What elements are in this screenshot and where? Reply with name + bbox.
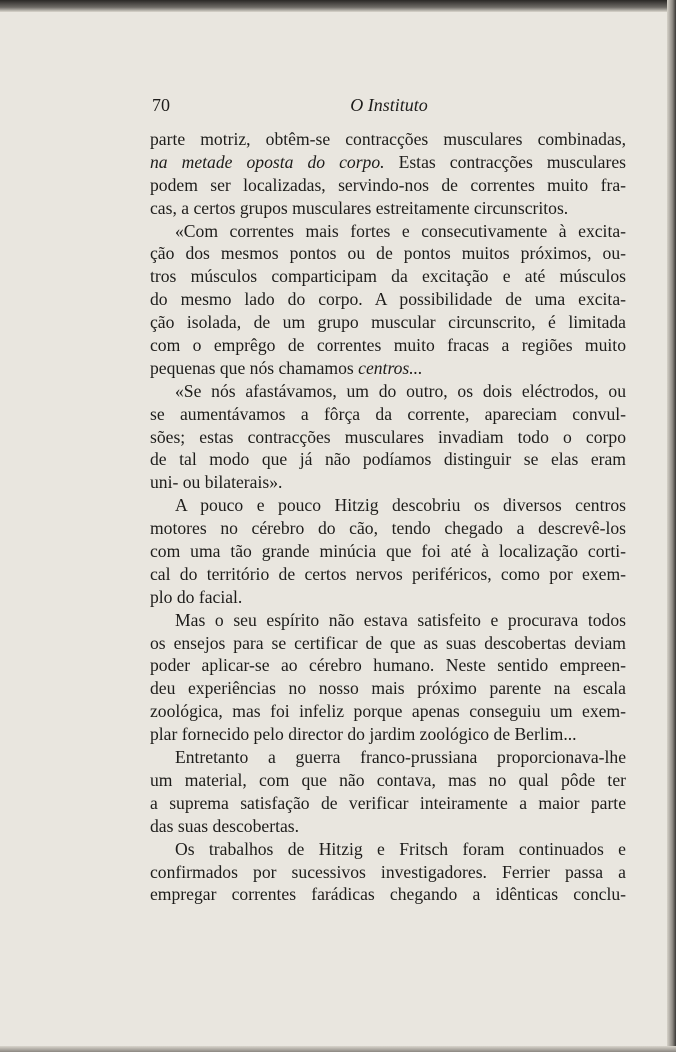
- text-line: [150, 128, 626, 151]
- page-right-edge: [667, 0, 676, 1052]
- text-line: [150, 677, 626, 700]
- text-line: [150, 288, 626, 311]
- text-line: [150, 174, 626, 197]
- text-segment: deu experiências no nosso mais próximo parente na escala: [150, 678, 626, 699]
- text-segment: poder aplicar-se ao cérebro humano. Neste sentido empreen-: [150, 655, 626, 676]
- text-line: [150, 769, 626, 792]
- text-segment: com uma tão grande minúcia que foi até à localização corti-: [150, 541, 626, 562]
- text-segment: centros...: [358, 357, 423, 378]
- text-segment: cas, a certos grupos musculares estreitamente circunscritos.: [150, 197, 569, 218]
- text-segment: a suprema satisfação de verificar inteiramente a maior parte: [150, 792, 626, 813]
- text-line: [150, 861, 626, 884]
- text-line: [150, 723, 626, 746]
- text-line: [150, 242, 626, 265]
- text-segment: ção dos mesmos pontos ou de pontos muitos próximos, ou-: [150, 243, 626, 264]
- text-line: [150, 426, 626, 449]
- text-segment: uni- ou bilaterais».: [150, 472, 283, 493]
- text-segment: os ensejos para se certificar de que as suas descobertas deviam: [150, 632, 626, 653]
- body-text: [150, 128, 626, 906]
- text-segment: Estas contracções musculares: [384, 151, 626, 172]
- text-line: [150, 746, 626, 769]
- text-segment: A pouco e pouco Hitzig descobriu os diversos centros: [175, 495, 626, 516]
- text-segment: tros músculos comparticipam da excitação e até músculos: [150, 266, 626, 287]
- text-segment: confirmados por sucessivos investigadores. Ferrier passa a: [150, 861, 626, 882]
- text-line: [150, 540, 626, 563]
- text-line: [150, 700, 626, 723]
- text-segment: Mas o seu espírito não estava satisfeito e procurava todos: [175, 609, 626, 630]
- text-segment: plo do facial.: [150, 586, 243, 607]
- text-segment: se aumentávamos a fôrça da corrente, apareciam convul-: [150, 403, 626, 424]
- text-segment: empregar correntes farádicas chegando a idênticas conclu-: [150, 884, 626, 905]
- text-segment: um material, com que não contava, mas no qual pôde ter: [150, 769, 626, 790]
- text-line: [150, 448, 626, 471]
- text-line: [150, 471, 626, 494]
- text-segment: sões; estas contracções musculares invadiam todo o corpo: [150, 426, 626, 447]
- text-segment: plar fornecido pelo director do jardim zoológico de Berlim...: [150, 724, 577, 745]
- page-top-edge: [0, 0, 676, 12]
- text-line: [150, 357, 626, 380]
- text-line: [150, 151, 626, 174]
- text-line: [150, 792, 626, 815]
- text-segment: pequenas que nós chamamos: [150, 357, 359, 378]
- text-segment: «Se nós afastávamos, um do outro, os dois eléctrodos, ou: [175, 380, 626, 401]
- text-line: [150, 265, 626, 288]
- running-head: [152, 95, 626, 119]
- text-line: [150, 815, 626, 838]
- text-segment: parte motriz, obtêm-se contracções musculares combinadas,: [150, 129, 626, 149]
- text-segment: zoológica, mas foi infeliz porque apenas conseguiu um exem-: [150, 701, 626, 722]
- text-line: [150, 609, 626, 632]
- text-segment: motores no cérebro do cão, tendo chegado a descrevê-los: [150, 518, 626, 539]
- text-line: [150, 883, 626, 906]
- text-segment: das suas descobertas.: [150, 815, 300, 836]
- text-line: [150, 334, 626, 357]
- text-segment: Entretanto a guerra franco-prussiana proporcionava-lhe: [175, 747, 626, 768]
- text-line: [150, 654, 626, 677]
- text-line: [150, 311, 626, 334]
- text-segment: cal do território de certos nervos periféricos, como por exem-: [150, 563, 626, 584]
- text-line: [150, 563, 626, 586]
- text-line: [150, 586, 626, 609]
- text-segment: com o emprêgo de correntes muito fracas a regiões muito: [150, 335, 626, 356]
- text-line: [150, 838, 626, 861]
- text-segment: de tal modo que já não podíamos distinguir se elas eram: [150, 449, 626, 470]
- text-line: [150, 403, 626, 426]
- text-line: [150, 517, 626, 540]
- text-segment: ção isolada, de um grupo muscular circunscrito, é limitada: [150, 312, 626, 333]
- text-line: [150, 197, 626, 220]
- running-title: O Instituto: [350, 95, 428, 115]
- text-line: [150, 632, 626, 655]
- text-line: [150, 494, 626, 517]
- page-bottom-edge: [0, 1046, 676, 1052]
- text-segment: do mesmo lado do corpo. A possibilidade de uma excita-: [150, 289, 626, 310]
- text-segment: podem ser localizadas, servindo-nos de correntes muito fra-: [150, 174, 626, 195]
- text-line: [150, 220, 626, 243]
- page-number: 70: [152, 95, 170, 115]
- text-segment: na metade oposta do corpo.: [150, 151, 385, 172]
- text-segment: «Com correntes mais fortes e consecutivamente à excita-: [175, 220, 626, 241]
- text-segment: Os trabalhos de Hitzig e Fritsch foram continuados e: [175, 838, 626, 859]
- text-line: [150, 380, 626, 403]
